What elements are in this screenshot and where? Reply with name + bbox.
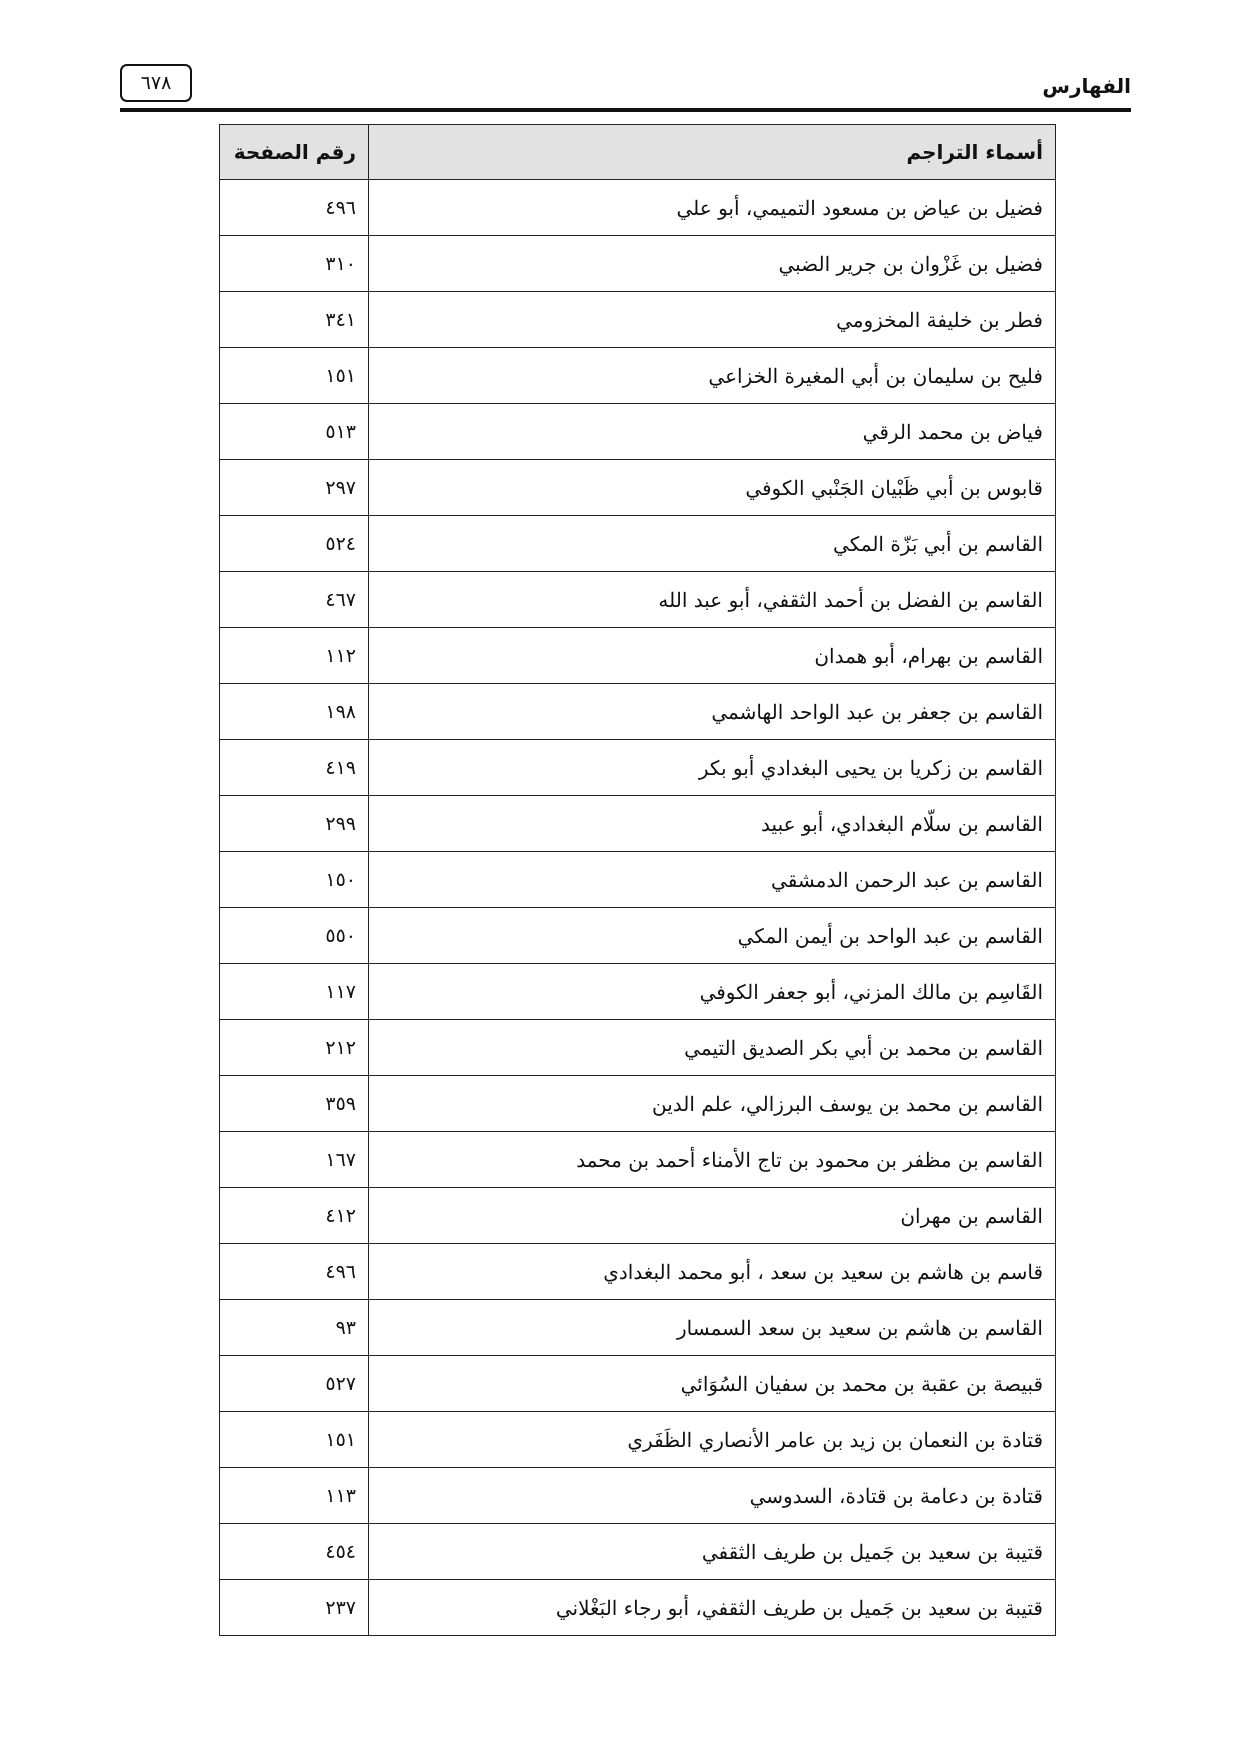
table-row xyxy=(220,1188,1056,1244)
table-row xyxy=(220,180,1056,236)
biography-name-cell: قتيبة بن سعيد بن جَميل بن طريف الثقفي xyxy=(369,1524,1056,1580)
biography-name-cell: فضيل بن عياض بن مسعود التميمي، أبو علي xyxy=(369,180,1056,236)
page-number-cell: ٥٢٧ xyxy=(220,1356,369,1412)
page-number-cell: ٤٥٤ xyxy=(220,1524,369,1580)
biography-name-cell: القاسم بن محمد بن أبي بكر الصديق التيمي xyxy=(369,1020,1056,1076)
table-row xyxy=(220,236,1056,292)
page-number-cell: ١٥٠ xyxy=(220,852,369,908)
biography-name-cell: قتادة بن دعامة بن قتادة، السدوسي xyxy=(369,1468,1056,1524)
table-row xyxy=(220,908,1056,964)
biography-name-cell: القاسم بن أبي بَزّة المكي xyxy=(369,516,1056,572)
table-row xyxy=(220,1412,1056,1468)
table-row xyxy=(220,348,1056,404)
table-row xyxy=(220,1580,1056,1636)
page-number-cell: ٢١٢ xyxy=(220,1020,369,1076)
biography-name-cell: القاسم بن جعفر بن عبد الواحد الهاشمي xyxy=(369,684,1056,740)
biography-name-cell: قابوس بن أبي ظَبْيان الجَنْبي الكوفي xyxy=(369,460,1056,516)
table-row xyxy=(220,964,1056,1020)
table-row xyxy=(220,1356,1056,1412)
table-row xyxy=(220,404,1056,460)
page-number-cell: ٤٦٧ xyxy=(220,572,369,628)
table-row xyxy=(220,1020,1056,1076)
biography-name-cell: قتيبة بن سعيد بن جَميل بن طريف الثقفي، أبو رجاء البَغْلاني xyxy=(369,1580,1056,1636)
biography-name-cell: القاسم بن سلّام البغدادي، أبو عبيد xyxy=(369,796,1056,852)
column-header-names: أسماء التراجم xyxy=(369,125,1056,180)
biography-name-cell: القاسم بن مظفر بن محمود بن تاج الأمناء أحمد بن محمد xyxy=(369,1132,1056,1188)
page-number-cell: ١١٣ xyxy=(220,1468,369,1524)
page-number-cell: ٤١٢ xyxy=(220,1188,369,1244)
biography-name-cell: فياض بن محمد الرقي xyxy=(369,404,1056,460)
page-header xyxy=(120,60,1131,110)
page-number-cell: ٣٤١ xyxy=(220,292,369,348)
page-number-cell: ٥٢٤ xyxy=(220,516,369,572)
table-row xyxy=(220,1132,1056,1188)
page-number-badge: ٦٧٨ xyxy=(120,64,192,102)
page-number-cell: ٤١٩ xyxy=(220,740,369,796)
table-row xyxy=(220,684,1056,740)
biography-name-cell: فطر بن خليفة المخزومي xyxy=(369,292,1056,348)
table-row xyxy=(220,1076,1056,1132)
page-number-cell: ١٦٧ xyxy=(220,1132,369,1188)
page-number-cell: ٢٣٧ xyxy=(220,1580,369,1636)
biography-name-cell: القاسم بن هاشم بن سعيد بن سعد السمسار xyxy=(369,1300,1056,1356)
page-number-cell: ٥٥٠ xyxy=(220,908,369,964)
table-row xyxy=(220,292,1056,348)
page-number-cell: ١١٧ xyxy=(220,964,369,1020)
biography-name-cell: القاسم بن عبد الواحد بن أيمن المكي xyxy=(369,908,1056,964)
section-title: الفهارس xyxy=(1042,74,1131,98)
table-row xyxy=(220,852,1056,908)
page-number-cell: ٢٩٧ xyxy=(220,460,369,516)
page-number-cell: ٩٣ xyxy=(220,1300,369,1356)
biography-name-cell: القاسم بن بهرام، أبو همدان xyxy=(369,628,1056,684)
biography-name-cell: فليح بن سليمان بن أبي المغيرة الخزاعي xyxy=(369,348,1056,404)
page-number-cell: ٤٩٦ xyxy=(220,1244,369,1300)
biography-name-cell: قاسم بن هاشم بن سعيد بن سعد ، أبو محمد البغدادي xyxy=(369,1244,1056,1300)
table-body xyxy=(220,180,1056,1636)
biography-name-cell: قبيصة بن عقبة بن محمد بن سفيان السُوَائي xyxy=(369,1356,1056,1412)
table-row xyxy=(220,796,1056,852)
page-number-cell: ٣٥٩ xyxy=(220,1076,369,1132)
table-row xyxy=(220,1244,1056,1300)
biography-name-cell: قتادة بن النعمان بن زيد بن عامر الأنصاري الظَفَري xyxy=(369,1412,1056,1468)
page-number-cell: ١١٢ xyxy=(220,628,369,684)
table-row xyxy=(220,1524,1056,1580)
page-number-cell: ١٥١ xyxy=(220,1412,369,1468)
biography-name-cell: فضيل بن غَزْوان بن جرير الضبي xyxy=(369,236,1056,292)
page-number-cell: ٥١٣ xyxy=(220,404,369,460)
table-row xyxy=(220,628,1056,684)
page-number-cell: ١٥١ xyxy=(220,348,369,404)
biography-name-cell: القاسم بن عبد الرحمن الدمشقي xyxy=(369,852,1056,908)
table-header-row xyxy=(220,125,1056,180)
table-row xyxy=(220,740,1056,796)
page-number-cell: ١٩٨ xyxy=(220,684,369,740)
biography-name-cell: القاسم بن الفضل بن أحمد الثقفي، أبو عبد الله xyxy=(369,572,1056,628)
column-header-page: رقم الصفحة xyxy=(220,125,369,180)
biography-name-cell: القاسم بن مهران xyxy=(369,1188,1056,1244)
header-divider xyxy=(120,108,1131,112)
table-row xyxy=(220,572,1056,628)
table-row xyxy=(220,516,1056,572)
table-row xyxy=(220,1300,1056,1356)
page-number-cell: ٣١٠ xyxy=(220,236,369,292)
biography-name-cell: القَاسِم بن مالك المزني، أبو جعفر الكوفي xyxy=(369,964,1056,1020)
biography-name-cell: القاسم بن محمد بن يوسف البرزالي، علم الدين xyxy=(369,1076,1056,1132)
biographies-index-table xyxy=(219,124,1056,1636)
biography-name-cell: القاسم بن زكريا بن يحيى البغدادي أبو بكر xyxy=(369,740,1056,796)
table-row xyxy=(220,460,1056,516)
table-row xyxy=(220,1468,1056,1524)
page-number-cell: ٢٩٩ xyxy=(220,796,369,852)
page-number-cell: ٤٩٦ xyxy=(220,180,369,236)
